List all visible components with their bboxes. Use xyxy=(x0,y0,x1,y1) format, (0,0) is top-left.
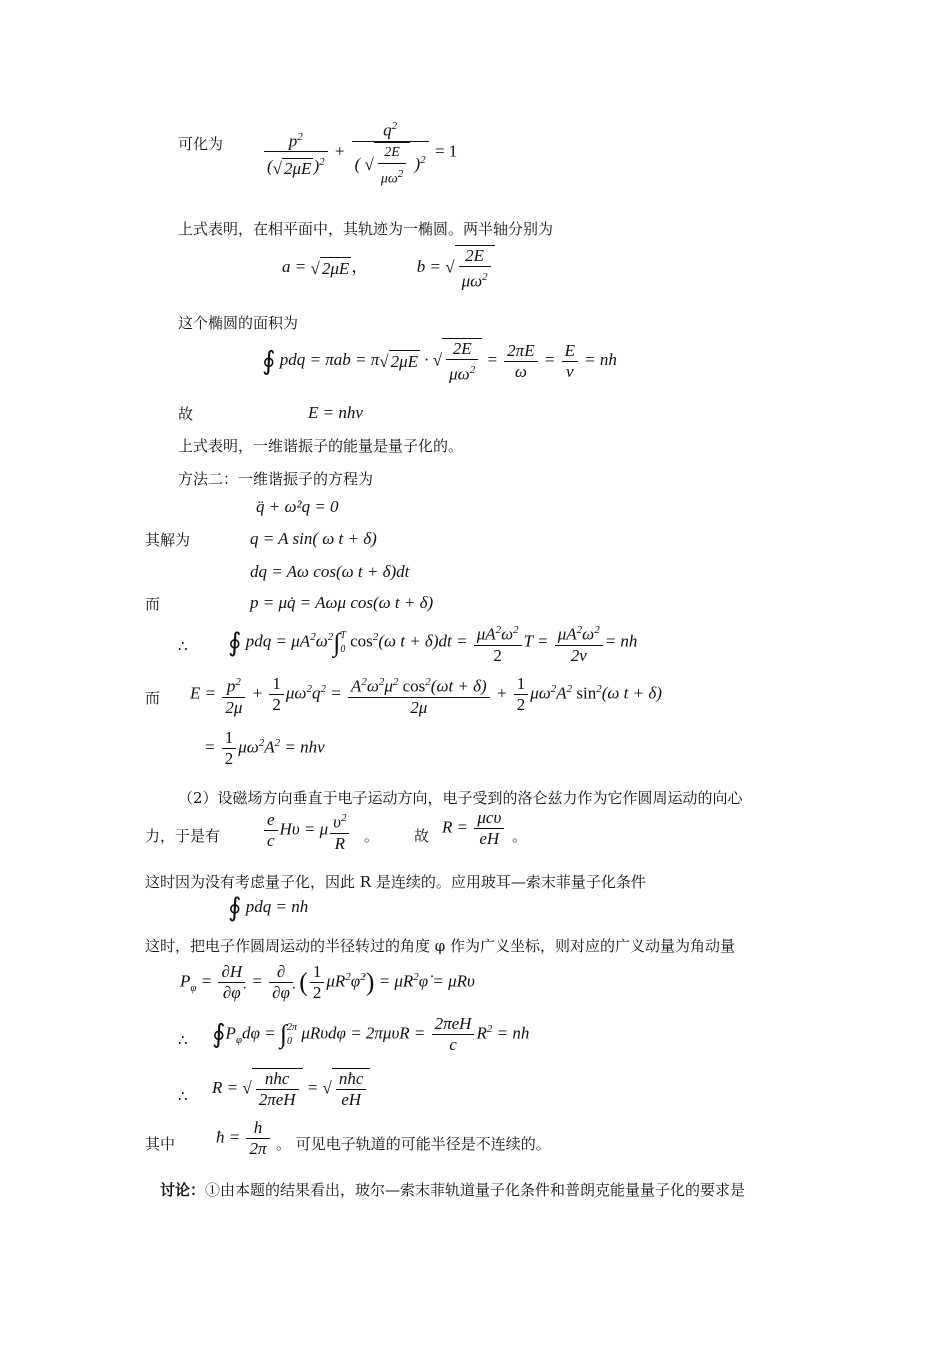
text-discussion: ①由本题的结果看出，玻尔—索末菲轨道量子化条件和普朗克能量量子化的要求是 xyxy=(205,1181,746,1199)
equation-hbar: ħ = $\frac{h}{2\pi}$ xyxy=(216,1118,272,1159)
equation-pdq-nh: ∮ pdq = nh xyxy=(228,893,309,923)
equation-quantization: $∮P_\varphi d\varphi = \int 2\pi$ 0 μRυdφ = 2πμυR = 2πeH c $R^2$ = nh xyxy=(212,1014,530,1054)
equation-ellipse: $\frac{p^2}{(√ 2\mu E )^2}$ + $q^2$ ( √ $\frac{2E}{\mu\omega^2}$ )$^2$ = 1 xyxy=(262,116,457,189)
text-quantized-statement: 上式表明，一维谐振子的能量是量子化的。 xyxy=(178,437,464,455)
text-generalized-statement: 这时，把电子作圆周运动的半径转过的角度 φ 作为广义坐标，则对应的广义动量为角动量 xyxy=(145,937,736,955)
text-part2-line2-b: 。 xyxy=(364,827,380,845)
equation-lorentz: $\frac{e}{c}$ Hυ = μ $\frac{\upsilon^2}{R}$ xyxy=(262,808,351,854)
equation-E-nhv: E = nhv xyxy=(308,403,363,422)
text-part2-line2-d: 。 xyxy=(512,827,528,845)
equation-energy: E = $\frac{p^2}{2\mu}$ + $\frac{1}{2}$ $\mu\omega^2q^2$ = $\frac{A^2\omega^2\mu^2 \cos^2(\omega t + \delta)}{2\mu}$ + $\frac{1}{2}$ $\mu\omega^2A^2$ $\sin^2(\omega$ t + δ) xyxy=(190,672,662,718)
equation-radius-quantized: R = √ nhc 2πeH = √ nħc eH xyxy=(212,1068,370,1110)
text-part2-line1: （2）设磁场方向垂直于电子运动方向，电子受到的洛仑兹力作为它作圆周运动的向心 xyxy=(178,789,743,807)
text-gu: 故 xyxy=(178,405,194,423)
equation-ode: q̈ + ω²q = 0 xyxy=(256,497,339,516)
text-ellipse-statement: 上式表明，在相平面中，其轨迹为一椭圆。两半轴分别为 xyxy=(178,220,554,238)
equation-dq: dq = Aω cos(ω t + δ)dt xyxy=(250,562,410,581)
text-discussion-label: 讨论： xyxy=(160,1181,206,1199)
equation-pdq-integral: ∮ pdq = $\mu A^2\omega^2\int T$ 0 $\cos^2(\omega$ t + δ)dt = $\frac{\mu A^2\omega^2}{2}$ T = $\frac{\mu A^2\omega^2}{2v}$ = nh xyxy=(228,620,637,666)
equation-semiaxes: a = √ 2μE ， b = √ $\frac{2E}{\mu\omega^2}$ xyxy=(282,245,495,292)
text-continuous-statement: 这时因为没有考虑量子化，因此 R 是连续的。应用玻耳—索末菲量子化条件 xyxy=(145,873,646,891)
text-therefore-3: ∴ xyxy=(178,1087,188,1105)
text-solution: 其解为 xyxy=(145,531,191,549)
text-therefore-1: ∴ xyxy=(178,637,188,655)
text-hbar-tail: 。 可见电子轨道的可能半径是不连续的。 xyxy=(276,1135,551,1153)
text-er-2: 而 xyxy=(145,689,161,707)
equation-q: q = A sin( ω t + δ) xyxy=(250,529,377,548)
text-part2-line2-c: 故 xyxy=(414,827,430,845)
equation-angular-momentum: $P_\varphi$ = $\frac{\partial H}{\partial\varphi̇}$ = ∂ ∂φ̇ ( $\frac{1}{2}$ $\mu R^2\varphi̇^2$) = $\mu R^2\varphi̇ = \mu R\upsilon$ xyxy=(180,962,475,1002)
equation-area: ∮ pdq = πab = π√ 2μE · √ $\frac{2E}{\mu\omega^2}$ = $\frac{2\pi E}{\omega}$ = $\frac{E}{v}$ = nh xyxy=(262,339,617,384)
text-therefore-2: ∴ xyxy=(178,1031,188,1049)
equation-energy-result: = $\frac{1}{2}$ $\mu\omega^2A^2$ = nhv xyxy=(204,728,325,768)
text-part2-line2-a: 力，于是有 xyxy=(145,827,221,845)
text-keyihua: 可化为 xyxy=(178,135,224,153)
equation-radius: R = μcυ eH xyxy=(442,808,506,849)
text-er-1: 而 xyxy=(145,595,161,613)
equation-p: p = μq̇ = Aωμ cos(ω t + δ) xyxy=(250,593,434,612)
text-area-statement: 这个椭圆的面积为 xyxy=(178,314,299,332)
text-qizhong: 其中 xyxy=(145,1135,176,1153)
text-method2: 方法二：一维谐振子的方程为 xyxy=(178,470,374,488)
